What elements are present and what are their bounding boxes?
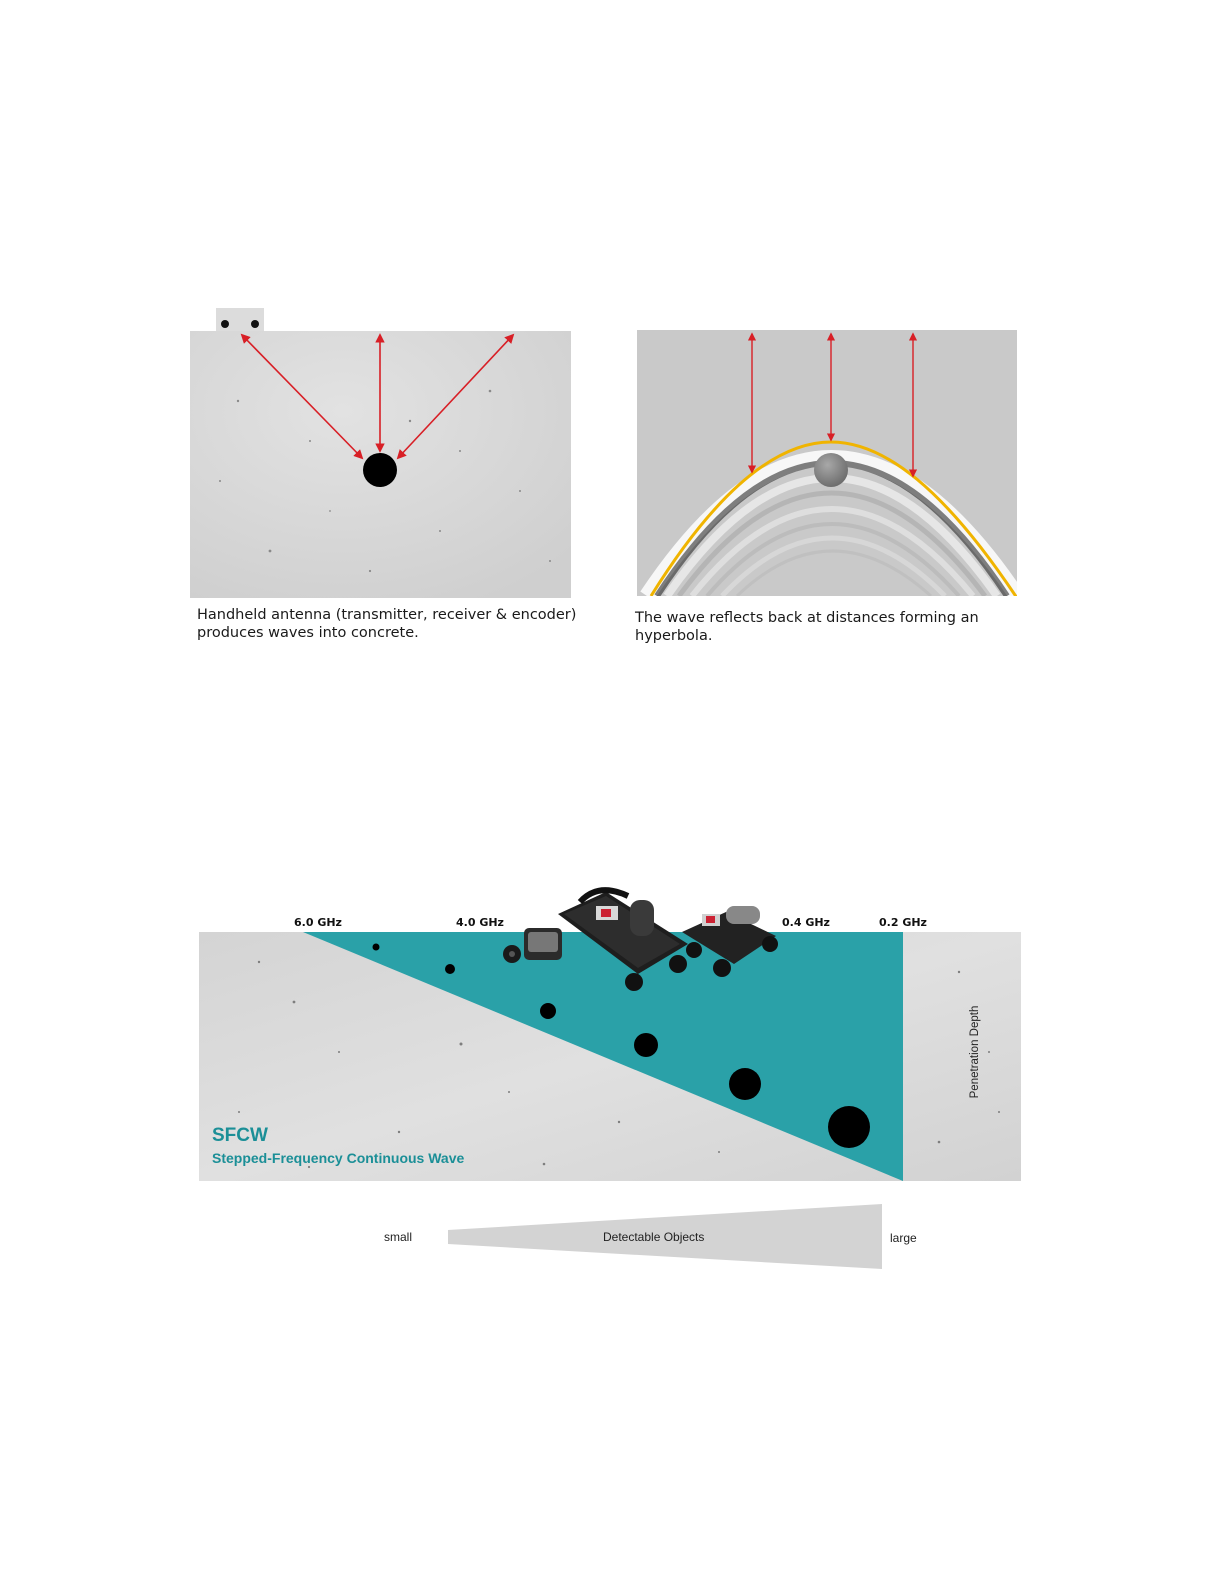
large-gpr-device bbox=[558, 890, 688, 991]
medium-gpr-device bbox=[682, 906, 778, 977]
hyperbola-diagram-panel bbox=[637, 330, 1017, 596]
scale-large-label: large bbox=[890, 1231, 917, 1245]
sfcw-subtitle: Stepped-Frequency Continuous Wave bbox=[212, 1150, 465, 1166]
freq-label-4ghz: 4.0 GHz bbox=[456, 916, 504, 929]
penetration-depth-label: Penetration Depth bbox=[969, 1005, 981, 1099]
reflection-caption bbox=[197, 606, 577, 642]
freq-label-6ghz: 6.0 GHz bbox=[294, 916, 342, 929]
reflection-caption-line-1: Handheld antenna (transmitter, receiver & encoder) bbox=[197, 607, 577, 623]
reflection-caption-line-2: produces waves into concrete. bbox=[197, 625, 419, 641]
buried-object bbox=[363, 453, 397, 487]
small-gpr-device bbox=[503, 928, 562, 963]
hyperbola-diagram-svg bbox=[637, 330, 1017, 596]
gpr-devices bbox=[498, 884, 798, 994]
antenna-wheel-right bbox=[251, 320, 259, 328]
reflection-diagram-svg bbox=[190, 331, 571, 598]
scale-small-label: small bbox=[384, 1230, 413, 1244]
freq-label-0-2ghz: 0.2 GHz bbox=[879, 916, 927, 929]
scale-center-label: Detectable Objects bbox=[603, 1230, 705, 1244]
reflection-diagram-panel bbox=[190, 331, 571, 598]
antenna-device bbox=[216, 308, 264, 332]
object-1 bbox=[373, 944, 380, 951]
object-2 bbox=[445, 964, 455, 974]
sfcw-title: SFCW bbox=[212, 1125, 268, 1146]
antenna-wheel-left bbox=[221, 320, 229, 328]
hyperbola-caption: The wave reflects back at distances forming an hyperbola. bbox=[635, 610, 979, 644]
freq-label-0-4ghz: 0.4 GHz bbox=[782, 916, 830, 929]
object-5 bbox=[729, 1068, 761, 1100]
object-3 bbox=[540, 1003, 556, 1019]
object-4 bbox=[634, 1033, 658, 1057]
object-6 bbox=[828, 1106, 870, 1148]
target-object bbox=[814, 453, 848, 487]
